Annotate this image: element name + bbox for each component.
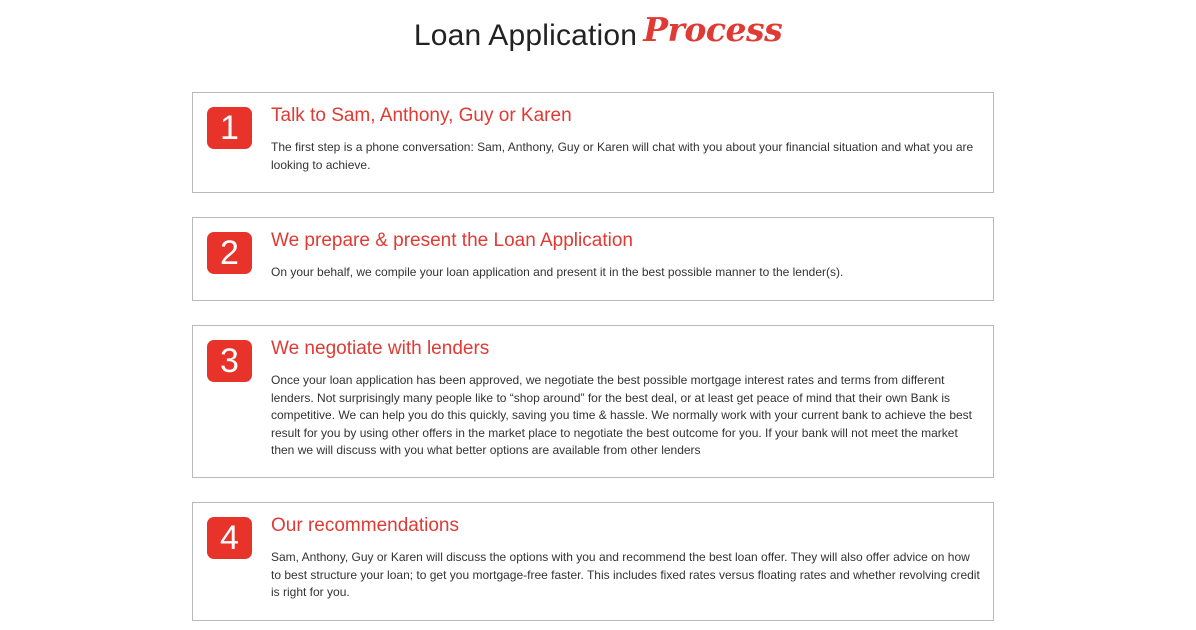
step-number-badge: 4 [207,517,252,559]
step-description: Once your loan application has been approved, we negotiate the best possible mortgage interest rates and terms from different lenders. Not surprisingly many people like to “shop around” for the best deal, or at least get peace of mind that their own Bank is competitive. We can help you do this quickly, saving you time & hassle. We normally work with your current bank to achieve the best result for you by using other offers in the market place to negotiate the best outcome for you. If your bank will not meet the market then we will discuss with you what better options are available from other lenders [271,373,972,457]
process-step-3 [192,325,994,478]
step-title: Talk to Sam, Anthony, Guy or Karen [271,105,572,126]
page-title-accent: Process [643,10,783,49]
step-title: We prepare & present the Loan Application [271,230,633,251]
step-number-badge: 1 [207,107,252,149]
step-description: Sam, Anthony, Guy or Karen will discuss the options with you and recommend the best loan offer. They will also offer advice on how to best structure your loan; to get you mortgage-free faster. This includes fixed rates versus floating rates and whether revolving credit is right for you. [271,550,980,599]
step-description: On your behalf, we compile your loan application and present it in the best possible manner to the lender(s). [271,265,844,279]
step-number-badge: 2 [207,232,252,274]
process-step-2 [192,217,994,301]
process-step-1 [192,92,994,193]
process-step-4 [192,502,994,621]
step-number-badge: 3 [207,340,252,382]
step-title: We negotiate with lenders [271,338,490,359]
step-title: Our recommendations [271,515,459,536]
step-description: The first step is a phone conversation: Sam, Anthony, Guy or Karen will chat with you about your financial situation and what you are looking to achieve. [271,140,974,172]
page-title [0,10,1196,53]
page-title-main: Loan Application [413,19,638,52]
